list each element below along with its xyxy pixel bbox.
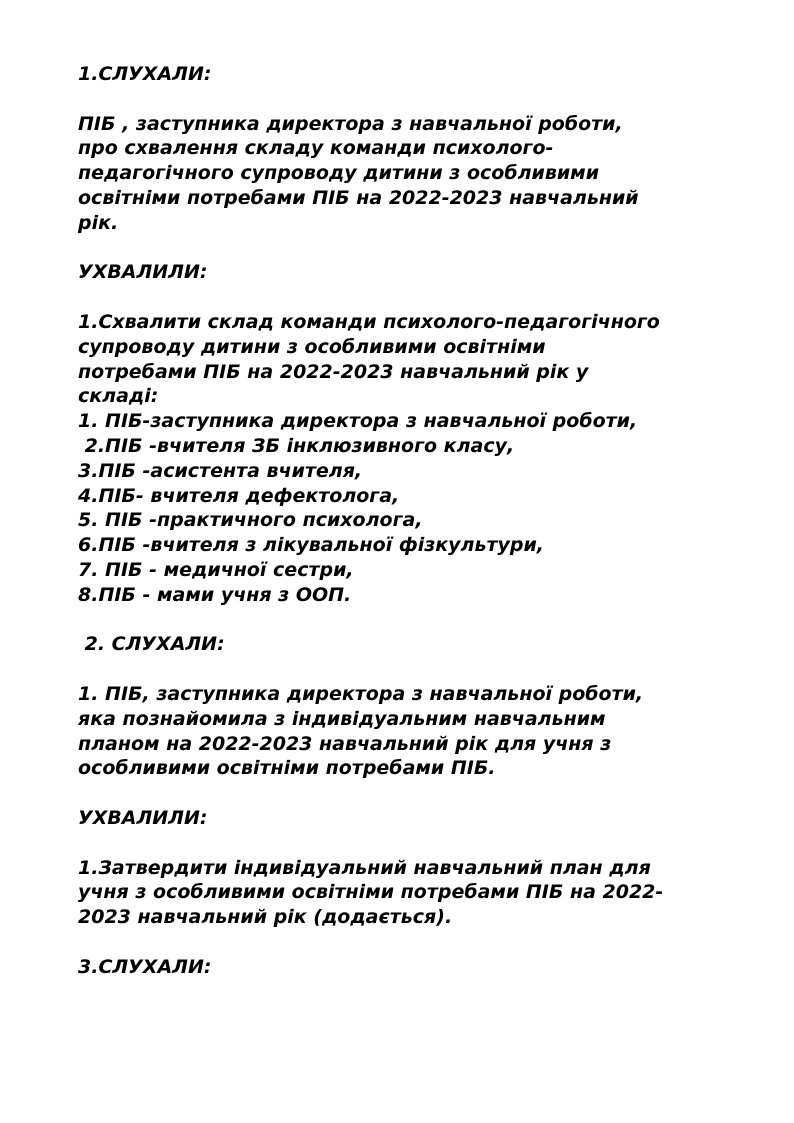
- spacer: [78, 831, 748, 856]
- section-1-heard-paragraph: [78, 112, 748, 236]
- paragraph-line: яка познайомила з індивідуальним навчальним: [78, 707, 606, 730]
- paragraph-line: освітніми потребами ПІБ на 2022-2023 навчальний: [78, 186, 639, 209]
- list-item: 8.ПІБ - мами учня з ООП.: [78, 583, 352, 606]
- list-item: 2.ПІБ -вчителя ЗБ інклюзивного класу,: [78, 434, 515, 457]
- paragraph-line: планом на 2022-2023 навчальний рік для учня з: [78, 732, 612, 755]
- spacer: [78, 608, 748, 633]
- spacer: [78, 236, 748, 261]
- paragraph-line: рік.: [78, 211, 119, 234]
- paragraph-line: педагогічного супроводу дитини з особливими: [78, 162, 600, 185]
- spacer: [78, 657, 748, 682]
- paragraph-line: учня з особливими освітніми потребами ПІБ на 2022-: [78, 881, 664, 904]
- paragraph-line: 1.Затвердити індивідуальний навчальний план для: [78, 856, 651, 879]
- paragraph-line: супроводу дитини з особливими освітніми: [78, 335, 546, 358]
- section-3-heading: 3.СЛУХАЛИ:: [78, 955, 212, 978]
- paragraph-line: 1.Схвалити склад команди психолого-педагогічного: [78, 310, 660, 333]
- spacer: [78, 285, 748, 310]
- section-2-heard-paragraph: [78, 682, 748, 781]
- paragraph-line: складі:: [78, 385, 159, 408]
- section-1-resolved-paragraph: [78, 310, 748, 409]
- list-item: 3.ПІБ -асистента вчителя,: [78, 459, 363, 482]
- paragraph-line: потребами ПІБ на 2022-2023 навчальний рік у: [78, 360, 589, 383]
- paragraph-line: 1. ПІБ, заступника директора з навчальної роботи,: [78, 682, 644, 705]
- document-page: [78, 62, 748, 979]
- spacer: [78, 781, 748, 806]
- paragraph-line: особливими освітніми потребами ПІБ.: [78, 757, 496, 780]
- list-item: 4.ПІБ- вчителя дефектолога,: [78, 484, 400, 507]
- paragraph-line: 2023 навчальний рік (додається).: [78, 906, 453, 929]
- paragraph-line: ПІБ , заступника директора з навчальної роботи,: [78, 112, 623, 135]
- section-1-heading: 1.СЛУХАЛИ:: [78, 63, 212, 85]
- spacer: [78, 87, 748, 112]
- list-item: 6.ПІБ -вчителя з лікувальної фізкультури,: [78, 534, 544, 557]
- list-item: 7. ПІБ - медичної сестри,: [78, 558, 354, 581]
- section-2-heading: 2. СЛУХАЛИ:: [78, 633, 225, 656]
- spacer: [78, 930, 748, 955]
- section-2-resolved-paragraph: [78, 856, 748, 930]
- section-2-resolved-heading: УХВАЛИЛИ:: [78, 806, 208, 829]
- list-item: 1. ПІБ-заступника директора з навчальної роботи,: [78, 410, 638, 433]
- team-members-list: [78, 409, 748, 607]
- list-item: 5. ПІБ -практичного психолога,: [78, 509, 423, 532]
- section-1-resolved-heading: УХВАЛИЛИ:: [78, 261, 208, 284]
- paragraph-line: про схвалення складу команди психолого-: [78, 137, 554, 160]
